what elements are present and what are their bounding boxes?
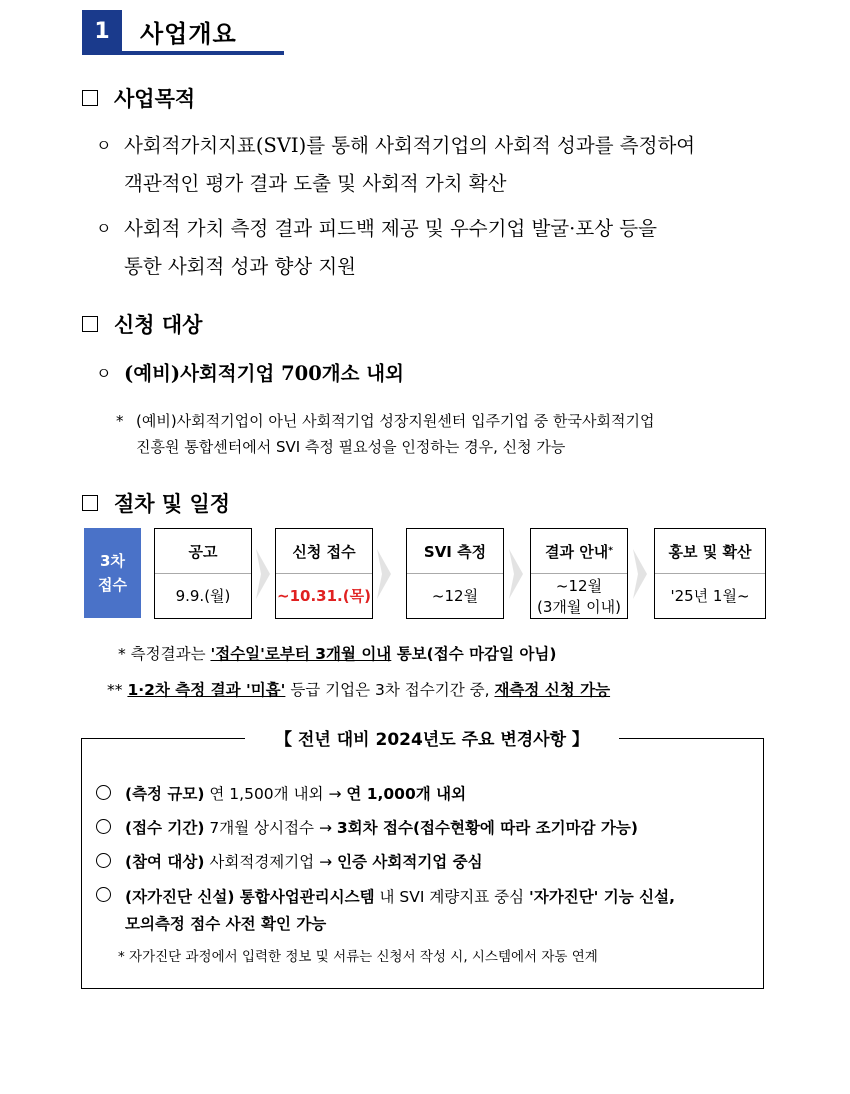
section-underline bbox=[82, 51, 284, 55]
checkbox-square-icon bbox=[82, 495, 98, 511]
step-title-sup: * bbox=[608, 546, 613, 556]
step-notice bbox=[154, 528, 252, 619]
target-heading bbox=[82, 309, 202, 339]
step-measurement bbox=[406, 528, 504, 619]
purpose-bullet-2 bbox=[96, 210, 771, 286]
target-note bbox=[116, 408, 776, 460]
footnote-emphasis: 재측정 신청 가능 bbox=[494, 681, 611, 699]
circle-bullet-icon bbox=[96, 785, 111, 800]
change-old: 내 SVI 계량지표 중심 bbox=[374, 888, 530, 906]
step-value: ~10.31.(목) bbox=[277, 587, 371, 605]
circle-bullet-icon bbox=[96, 853, 111, 868]
chevron-right-icon bbox=[509, 549, 523, 599]
bullet-line: 사회적가치지표(SVI)를 통해 사회적기업의 사회적 성과를 측정하여 bbox=[124, 134, 696, 157]
section-title: 사업개요 bbox=[140, 20, 237, 48]
purpose-heading-text: 사업목적 bbox=[114, 87, 196, 111]
change-label: (자가진단 신설) bbox=[125, 888, 235, 906]
bullet-mark: ㅇ bbox=[96, 136, 112, 155]
changes-title: 【 전년 대비 2024년도 주요 변경사항 】 bbox=[275, 730, 589, 750]
step-title: 신청 접수 bbox=[276, 529, 372, 574]
bullet-line: 객관적인 평가 결과 도출 및 사회적 가치 확산 bbox=[124, 172, 507, 195]
step-title: SVI 측정 bbox=[407, 529, 503, 574]
circle-bullet-icon bbox=[96, 887, 111, 902]
footnote-emphasis: 1·2차 측정 결과 '미흡' bbox=[127, 681, 286, 699]
step-value bbox=[531, 574, 627, 619]
schedule-heading-text: 절차 및 일정 bbox=[114, 492, 231, 516]
change-new: 3회차 접수(접수현황에 따라 조기마감 가능) bbox=[336, 819, 638, 837]
purpose-bullet-1 bbox=[96, 127, 771, 203]
chevron-right-icon bbox=[633, 549, 647, 599]
change-new: 모의측정 점수 사전 확인 가능 bbox=[125, 915, 327, 933]
step-title: 공고 bbox=[155, 529, 251, 574]
change-label: (참여 대상) bbox=[125, 853, 205, 871]
bullet-line: 사회적 가치 측정 결과 피드백 제공 및 우수기업 발굴·포상 등을 bbox=[124, 217, 657, 240]
step-title bbox=[531, 529, 627, 574]
circle-bullet-icon bbox=[96, 819, 111, 834]
note-line: (예비)사회적기업이 아닌 사회적기업 성장지원센터 입주기업 중 한국사회적기업 bbox=[136, 412, 655, 430]
schedule-footnote-1 bbox=[118, 642, 556, 664]
chevron-right-icon bbox=[377, 549, 391, 599]
step-title-text: 결과 안내 bbox=[545, 542, 609, 561]
schedule-heading bbox=[82, 488, 230, 518]
target-bullet bbox=[96, 355, 771, 393]
bullet-mark: ㅇ bbox=[96, 364, 112, 383]
footnote-emphasis: '접수일'로부터 3개월 이내 bbox=[210, 645, 392, 663]
bullet-line: 통한 사회적 성과 향상 지원 bbox=[124, 255, 357, 278]
step-value: 9.9.(월) bbox=[175, 587, 231, 605]
footnote-text: 측정결과는 bbox=[125, 645, 211, 663]
round-label bbox=[84, 528, 141, 618]
changes-note: * 자가진단 과정에서 입력한 정보 및 서류는 신청서 작성 시, 시스템에서 자동 연계 bbox=[118, 949, 598, 965]
step-value: '25년 1월~ bbox=[670, 587, 750, 605]
step-result bbox=[530, 528, 628, 619]
footnote-text: 등급 기업은 3차 접수기간 중, bbox=[285, 681, 495, 699]
change-new: 연 1,000개 내외 bbox=[346, 785, 467, 803]
step-title: 홍보 및 확산 bbox=[655, 529, 765, 574]
footnote-star: ** bbox=[107, 681, 123, 699]
change-item-4 bbox=[96, 884, 761, 938]
chevron-right-icon bbox=[256, 549, 270, 599]
section-number: 1 bbox=[82, 10, 122, 52]
change-old: 연 1,500개 내외 → bbox=[204, 785, 347, 803]
change-old: 7개월 상시접수 → bbox=[204, 819, 337, 837]
change-old: 사회적경제기업 → bbox=[204, 853, 338, 871]
step-value-line: ~12월 bbox=[555, 576, 603, 595]
purpose-heading bbox=[82, 83, 195, 113]
change-label: (측정 규모) bbox=[125, 785, 205, 803]
change-item-2 bbox=[96, 816, 638, 838]
target-heading-text: 신청 대상 bbox=[114, 313, 203, 337]
change-new: '자가진단' 기능 신설, bbox=[529, 888, 675, 906]
checkbox-square-icon bbox=[82, 90, 98, 106]
round-label-line: 3차 bbox=[100, 552, 125, 570]
step-value: ~12월 bbox=[431, 587, 479, 605]
schedule-footnote-2 bbox=[107, 678, 610, 700]
change-new: 통합사업관리시스템 bbox=[234, 888, 375, 906]
bullet-mark: ㅇ bbox=[96, 219, 112, 238]
change-item-3 bbox=[96, 850, 483, 872]
bullet-line: (예비)사회적기업 700개소 내외 bbox=[124, 362, 404, 385]
change-new: 인증 사회적기업 중심 bbox=[337, 853, 483, 871]
change-label: (접수 기간) bbox=[125, 819, 205, 837]
step-application bbox=[275, 528, 373, 619]
footnote-star: * bbox=[118, 645, 126, 663]
step-promotion bbox=[654, 528, 766, 619]
note-line: 진흥원 통합센터에서 SVI 측정 필요성을 인정하는 경우, 신청 가능 bbox=[136, 438, 566, 456]
change-item-1 bbox=[96, 782, 466, 804]
step-value-line: (3개월 이내) bbox=[537, 597, 621, 616]
footnote-text: 통보(접수 마감일 아님) bbox=[391, 645, 557, 663]
checkbox-square-icon bbox=[82, 316, 98, 332]
round-label-line: 접수 bbox=[98, 576, 127, 594]
note-star: * bbox=[116, 412, 124, 430]
